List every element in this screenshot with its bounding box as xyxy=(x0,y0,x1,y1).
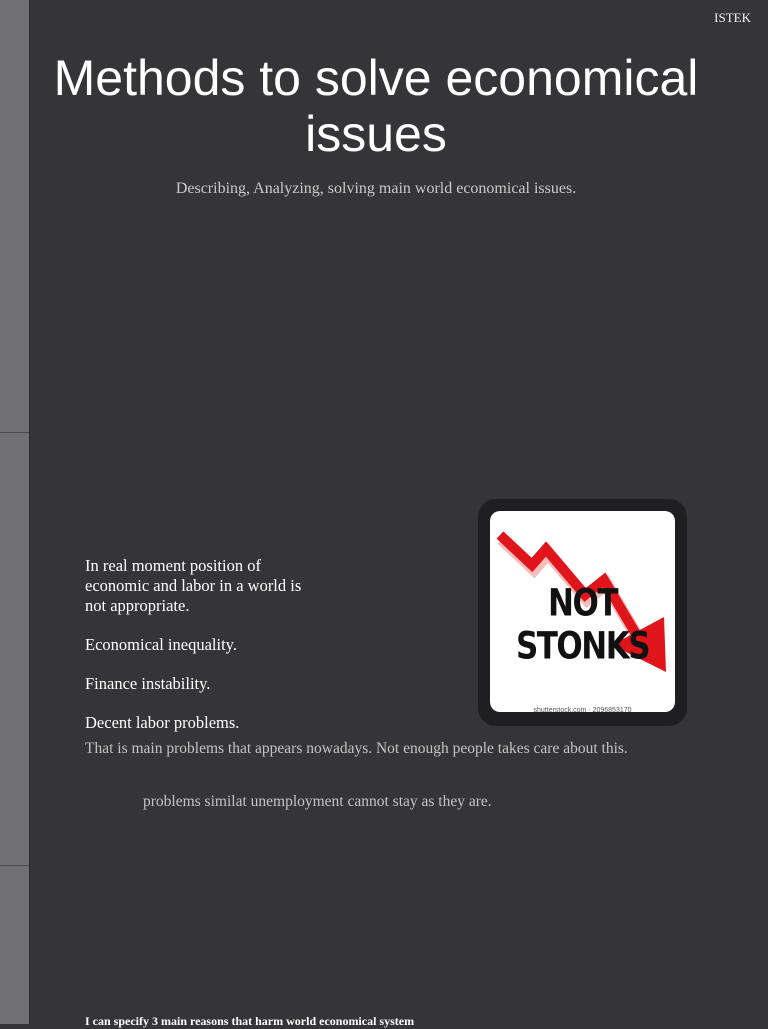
left-page-rail xyxy=(0,0,30,1024)
issue-item: Decent labor problems. xyxy=(85,713,240,732)
document-page xyxy=(30,0,768,1028)
page-subtitle: Describing, Analyzing, solving main world economical issues. xyxy=(175,180,577,197)
bottom-partial-text: I can specify 3 main reasons that harm world economical system xyxy=(85,1014,415,1028)
brand-label: ISTEK xyxy=(714,10,751,25)
note-paragraph: That is main problems that appears nowadays. Not enough people takes care about this. xyxy=(85,740,628,757)
rail-divider xyxy=(0,865,29,866)
page-title: Methods to solve economical issues xyxy=(53,50,699,162)
issue-item: Finance instability. xyxy=(85,674,211,693)
meme-caption: NOT STONKS xyxy=(515,581,650,669)
issue-item: Economical inequality. xyxy=(85,635,237,654)
intro-paragraph: In real moment position of economic and labor in a world is not appropriate. xyxy=(85,556,302,615)
rail-divider xyxy=(0,432,29,433)
note-paragraph-secondary: problems similat unemployment cannot stay as they are. xyxy=(143,793,492,810)
image-watermark: shutterstock.com · 2096853170 xyxy=(533,707,632,712)
not-stonks-image xyxy=(478,499,687,726)
meme-card xyxy=(490,511,675,712)
